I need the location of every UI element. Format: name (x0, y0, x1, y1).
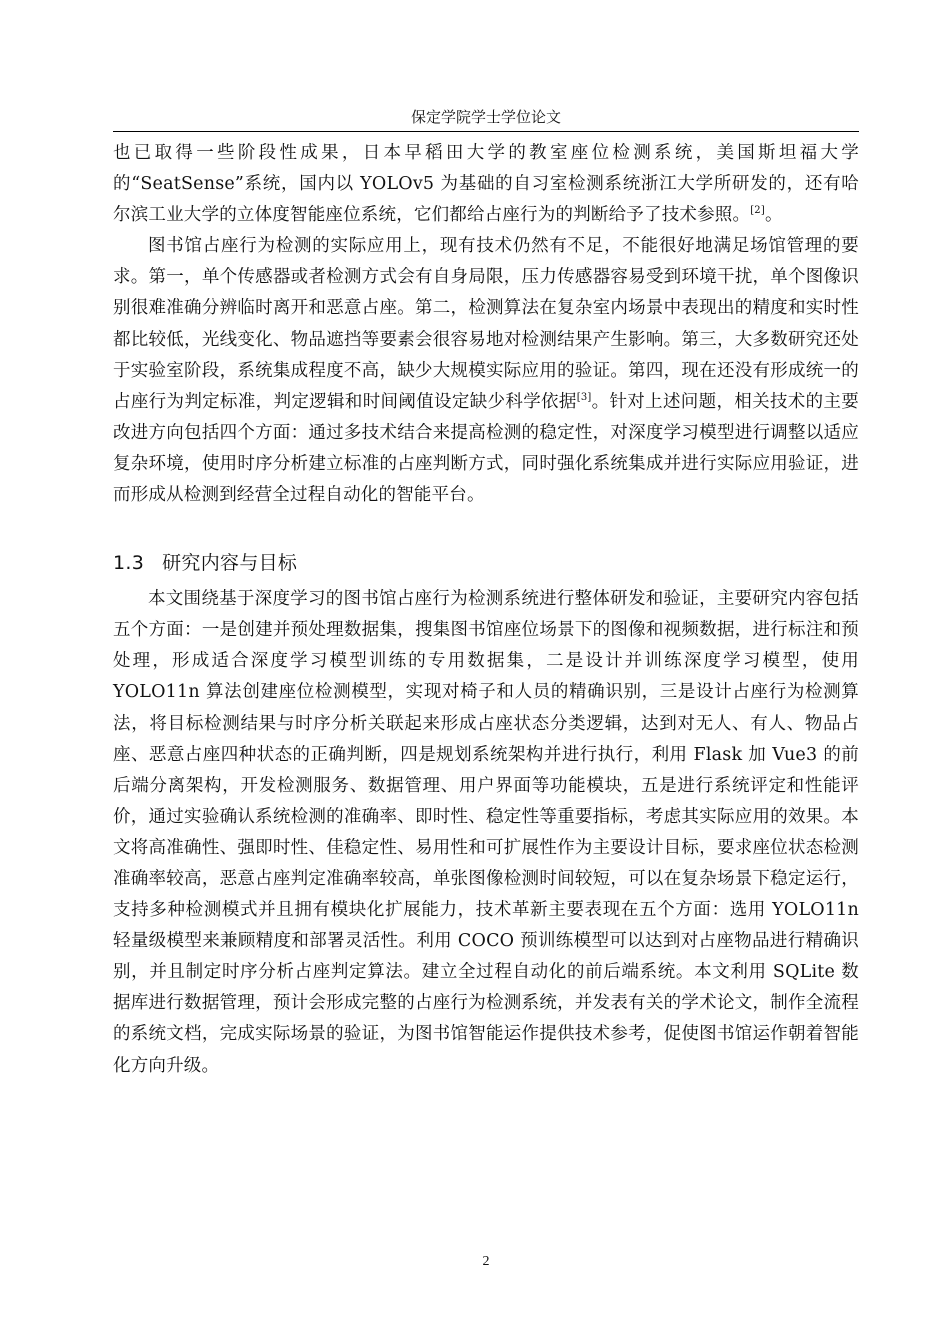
citation-ref: [2] (750, 205, 765, 217)
page-number: 2 (482, 1254, 490, 1269)
paragraph-research-content: 本文围绕基于深度学习的图书馆占座行为检测系统进行整体研发和验证，主要研究内容包括五个方面：一是创建并预处理数据集，搜集图书馆座位场景下的图像和视频数据，进行标注和预处理，形成适合深度学习模型训练的专用数据集，二是设计并训练深度学习模型，使用 YOLO11n 算法创建座位检测模型，实现对椅子和人员的精确识别，三是设计占座行为检测算法，将目标检测结果与时序分析关联起来形成占座状态分类逻辑，达到对无人、有人、物品占座、恶意占座四种状态的正确判断，四是规划系统架构并进行执行，利用 Flask 加 Vue3 的前后端分离架构，开发检测服务、数据管理、用户界面等功能模块，五是进行系统评定和性能评价，通过实验确认系统检测的准确率、即时性、稳定性等重要指标，考虑其实际应用的效果。本文将高准确性、强即时性、佳稳定性、易用性和可扩展性作为主要设计目标，要求座位状态检测准确率较高，恶意占座判定准确率较高，单张图像检测时间较短，可以在复杂场景下稳定运行，支持多种检测模式并且拥有模块化扩展能力，技术革新主要表现在五个方面：选用 YOLO11n 轻量级模型来兼顾精度和部署灵活性。利用 COCO 预训练模型可以达到对占座物品进行精确识别，并且制定时序分析占座判定算法。建立全过程自动化的前后端系统。本文利用 SQLite 数据库进行数据管理，预计会形成完整的占座行为检测系统，并发表有关的学术论文，制作全流程的系统文档，完成实际场景的验证，为图书馆智能运作提供技术参考，促使图书馆运作朝着智能化方向升级。 (113, 589, 859, 1076)
paragraph-text-b: 。针对上述问题，相关技术的主要改进方向包括四个方面：通过多技术结合来提高检测的稳定性，对深度学习模型进行调整以适应复杂环境，使用时序分析建立标准的占座判断方式，同时强化系统集成并进行实际应用验证，进而形成从检测到经营全过程自动化的智能平台。 (113, 391, 860, 506)
section-title: 研究内容与目标 (162, 552, 298, 575)
citation-ref: [3] (576, 391, 592, 403)
header-divider (113, 131, 859, 132)
paragraph-limitations (113, 231, 859, 511)
paragraph-text: 也已取得一些阶段性成果，日本早稻田大学的教室座位检测系统，美国斯坦福大学的“SeatSense”系统，国内以 YOLOv5 为基础的自习室检测系统浙江大学所研发的，还有哈尔滨工业大学的立体度智能座位系统，它们都给占座行为的判断给予了技术参照。 (113, 143, 859, 226)
running-header: 保定学院学士学位论文 (410, 108, 561, 126)
section-heading (113, 548, 859, 578)
paragraph-text: 图书馆占座行为检测的实际应用上，现有技术仍然有不足，不能很好地满足场馆管理的要求。第一，单个传感器或者检测方式会有自身局限，压力传感器容易受到环境干扰，单个图像识别很难准确分辨临时离开和恶意占座。第二，检测算法在复杂室内场景中表现出的精度和实时性都比较低，光线变化、物品遮挡等要素会很容易地对检测结果产生影响。第三，大多数研究还处于实验室阶段，系统集成程度不高，缺少大规模实际应用的验证。第四，现在还没有形成统一的占座行为判定标准，判定逻辑和时间阈值设定缺少科学依据 (113, 236, 859, 412)
paragraph-tail: 。 (764, 205, 783, 226)
paragraph-continuation (113, 138, 859, 231)
page-body (113, 138, 859, 1082)
section-number: 1.3 (113, 552, 145, 575)
